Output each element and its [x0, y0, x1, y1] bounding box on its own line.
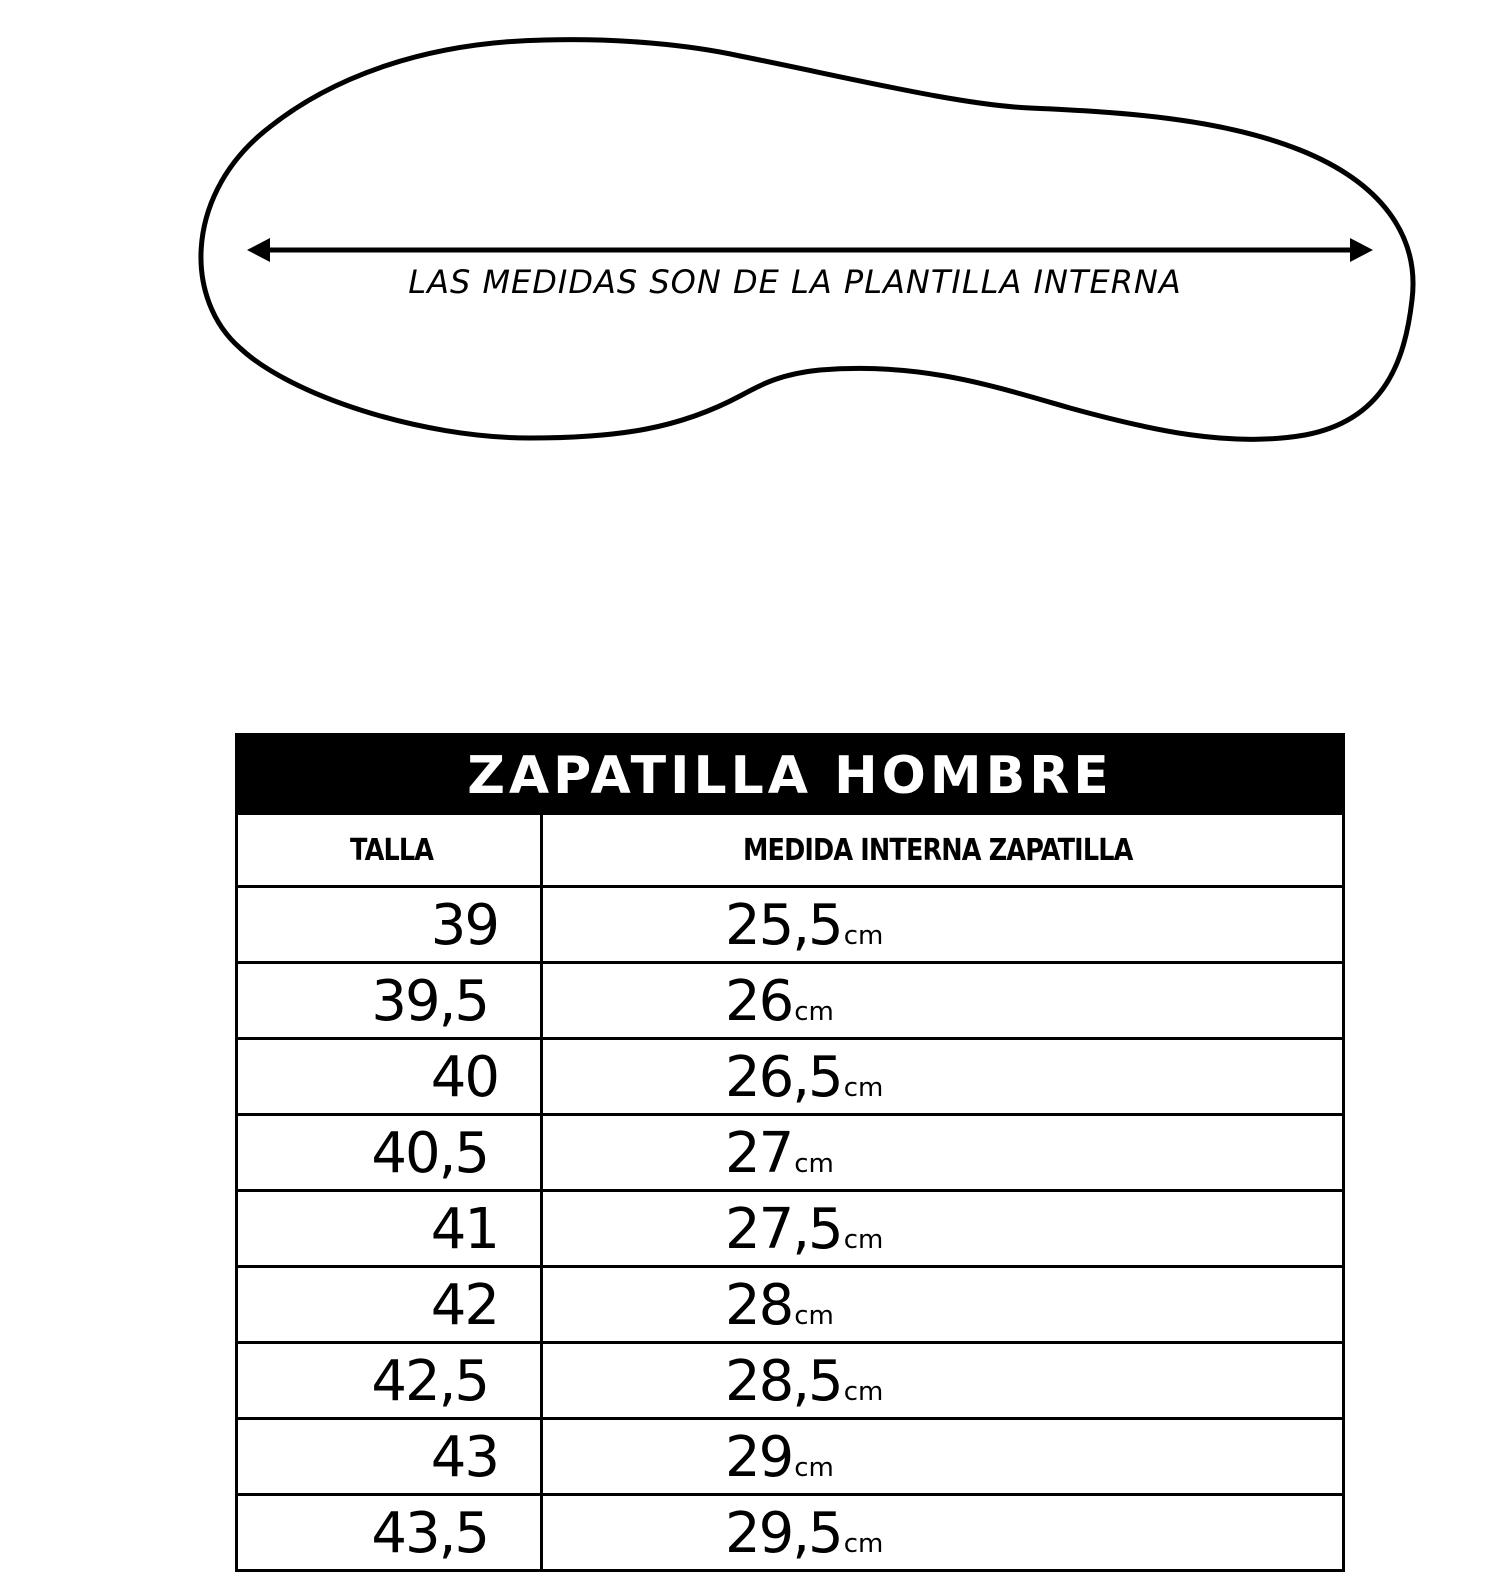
size-value: 43,5: [371, 1501, 488, 1566]
measure-unit: cm: [843, 1377, 884, 1407]
insole-caption: LAS MEDIDAS SON DE LA PLANTILLA INTERNA: [408, 263, 1182, 301]
table-row: [238, 1493, 1342, 1569]
size-value: 43: [430, 1425, 498, 1490]
table-row: [238, 1341, 1342, 1417]
arrow-right-head-icon: [1350, 238, 1373, 262]
header-size-cell: [238, 815, 543, 885]
measure-unit: cm: [843, 1225, 884, 1255]
size-value: 42,5: [371, 1349, 488, 1414]
measure-unit: cm: [843, 1073, 884, 1103]
size-cell: [238, 1496, 543, 1569]
measure-value: 28: [725, 1273, 793, 1338]
table-row: [238, 1113, 1342, 1189]
table-row: [238, 1189, 1342, 1265]
table-row: [238, 1037, 1342, 1113]
size-cell: [238, 1344, 543, 1417]
table-title: ZAPATILLA HOMBRE: [238, 736, 1342, 812]
measure-unit: cm: [794, 1301, 834, 1331]
measure-value: 29: [725, 1425, 793, 1490]
table-row: [238, 1265, 1342, 1341]
measure-value: 29,5: [725, 1501, 842, 1566]
size-cell: [238, 1040, 543, 1113]
measure-unit: cm: [843, 1529, 884, 1559]
measure-cell: [543, 1268, 1342, 1341]
measure-cell: [543, 1040, 1342, 1113]
insole-outline-diagram: [0, 0, 1489, 480]
measure-value: 28,5: [725, 1349, 842, 1414]
measure-unit: cm: [843, 921, 884, 951]
arrow-left-head-icon: [247, 238, 270, 262]
measure-cell: [543, 888, 1342, 961]
size-value: 39: [430, 893, 498, 958]
header-measure-label: MEDIDA INTERNA ZAPATILLA: [743, 833, 1133, 868]
measure-cell: [543, 964, 1342, 1037]
measure-value: 25,5: [725, 893, 842, 958]
table-row: [238, 961, 1342, 1037]
size-cell: [238, 1268, 543, 1341]
size-value: 42: [430, 1273, 498, 1338]
table-row: [238, 1417, 1342, 1493]
measure-value: 27,5: [725, 1197, 842, 1262]
table-header-row: [238, 812, 1342, 885]
measure-cell: [543, 1420, 1342, 1493]
size-value: 41: [430, 1197, 498, 1262]
size-cell: [238, 1116, 543, 1189]
measure-value: 26: [725, 969, 793, 1034]
header-measure-cell: [543, 815, 1342, 885]
size-value: 40: [430, 1045, 498, 1110]
size-value: 40,5: [371, 1121, 488, 1186]
measure-value: 27: [725, 1121, 793, 1186]
insole-outline: [201, 40, 1413, 440]
measure-cell: [543, 1344, 1342, 1417]
size-cell: [238, 888, 543, 961]
measure-unit: cm: [794, 1149, 834, 1179]
size-chart-table: [235, 733, 1345, 1572]
table-row: [238, 885, 1342, 961]
measure-unit: cm: [794, 997, 834, 1027]
measure-cell: [543, 1192, 1342, 1265]
measure-unit: cm: [794, 1453, 834, 1483]
size-cell: [238, 1420, 543, 1493]
header-size-label: TALLA: [350, 833, 434, 868]
size-cell: [238, 1192, 543, 1265]
measure-cell: [543, 1116, 1342, 1189]
size-cell: [238, 964, 543, 1037]
size-value: 39,5: [371, 969, 488, 1034]
measure-value: 26,5: [725, 1045, 842, 1110]
measure-cell: [543, 1496, 1342, 1569]
